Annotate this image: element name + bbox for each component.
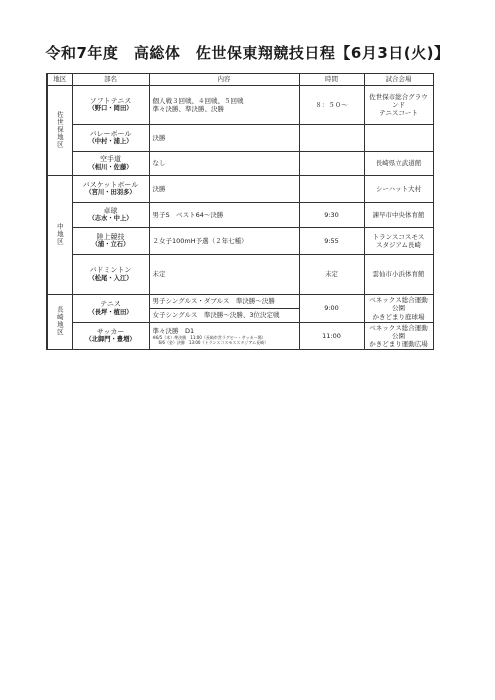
sport-name: バスケットボール xyxy=(82,180,139,189)
content-cell xyxy=(149,86,299,125)
region-sasebo xyxy=(47,86,72,176)
content-cell: 女子シングルス 準決勝～決勝、3位決定戦 xyxy=(149,309,299,323)
content-cell: 男子S ベスト64～決勝 xyxy=(149,203,299,228)
venue-line: かきどまり運動広場 xyxy=(369,340,428,349)
sport-name: 空手道 xyxy=(100,155,121,164)
sport-members: （野口・岡田） xyxy=(88,105,133,113)
content-cell: 男子シングルス・ダブルス 準決勝～決勝 xyxy=(149,295,299,309)
table-row xyxy=(47,203,433,228)
sport-cell xyxy=(72,323,149,350)
table-row xyxy=(47,86,433,125)
venue-cell xyxy=(364,228,433,255)
content-cell: 決勝 xyxy=(149,176,299,203)
table-row xyxy=(47,255,433,295)
region-nagasaki xyxy=(47,295,72,350)
time-cell: 11:00 xyxy=(299,323,364,350)
content-cell: 決勝 xyxy=(149,125,299,152)
time-cell: 未定 xyxy=(299,255,364,295)
sport-name: バレーボール xyxy=(89,129,132,138)
time-cell xyxy=(299,176,364,203)
table-row xyxy=(47,176,433,203)
sport-cell xyxy=(72,295,149,323)
sport-members: （中村・浦上） xyxy=(88,138,133,146)
region-chuo xyxy=(47,176,72,295)
venue-line: トランスコスモス xyxy=(372,232,425,241)
sport-name: テニス xyxy=(100,300,121,309)
sport-cell xyxy=(72,203,149,228)
sport-name: 陸上競技 xyxy=(96,232,125,241)
sport-cell xyxy=(72,86,149,125)
header-sport: 部名 xyxy=(72,74,149,86)
content-line: 個人戦３回戦、４回戦、５回戦 xyxy=(152,96,244,105)
venue-line: ベネックス総合運動公園 xyxy=(369,296,428,313)
sport-members: （北御門・豊増） xyxy=(85,336,136,344)
venue-cell: 雲仙市小浜体育館 xyxy=(364,255,433,295)
sport-cell xyxy=(72,228,149,255)
venue-line: テニスコート xyxy=(379,109,418,118)
sport-name: バドミントン xyxy=(89,266,132,275)
table-row xyxy=(47,295,433,309)
content-line: 準々決勝 D1 xyxy=(152,326,195,335)
time-cell: 9:55 xyxy=(299,228,364,255)
sport-name: ソフトテニス xyxy=(89,96,132,105)
region-label: 佐世保地区 xyxy=(55,110,64,149)
sport-members: （浦・立石） xyxy=(91,241,130,249)
time-cell: ８：５０～ xyxy=(299,86,364,125)
content-cell: ２女子100mH予選（２年七種） xyxy=(149,228,299,255)
header-region: 地区 xyxy=(47,74,72,86)
table-row xyxy=(47,323,433,350)
venue-cell: 長崎県立武道館 xyxy=(364,152,433,176)
sport-name: サッカー xyxy=(96,327,125,336)
venue-line: かきどまり庭球場 xyxy=(372,312,425,321)
region-label: 中地区 xyxy=(55,222,64,246)
venue-line: 佐世保市総合グラウンド xyxy=(369,92,428,109)
content-note: 6/6（金）決勝 13:00（トランスコスモススタジアム長崎） xyxy=(158,340,269,346)
content-line: 準々決勝、準決勝、決勝 xyxy=(152,105,224,113)
content-cell: 未定 xyxy=(149,255,299,295)
time-cell xyxy=(299,125,364,152)
venue-cell xyxy=(364,323,433,350)
region-label: 長崎地区 xyxy=(55,305,64,336)
venue-cell xyxy=(364,295,433,323)
venue-cell: 諫早市中央体育館 xyxy=(364,203,433,228)
header-row xyxy=(47,74,433,86)
content-cell: なし xyxy=(149,152,299,176)
content-note: ※6/5（木）準決勝 11:00（長崎市営ラグビー・サッカー場） xyxy=(152,334,266,340)
venue-cell: シーハット大村 xyxy=(364,176,433,203)
sport-name: 卓球 xyxy=(103,206,118,215)
header-venue: 試合会場 xyxy=(364,74,433,86)
table-row xyxy=(47,228,433,255)
sport-cell xyxy=(72,152,149,176)
venue-line: スタジアム長崎 xyxy=(375,241,422,249)
sport-cell xyxy=(72,125,149,152)
time-cell: 9:30 xyxy=(299,203,364,228)
sport-members: （松尾・入江） xyxy=(88,274,133,282)
sport-members: （長坪・植田） xyxy=(88,308,133,316)
venue-line: ベネックス総合運動公園 xyxy=(369,323,428,340)
sport-members: （志水・中上） xyxy=(88,215,133,223)
sport-members: （相川・佐藤） xyxy=(88,163,133,171)
sport-members: （宮川・田羽多） xyxy=(85,189,136,197)
time-cell xyxy=(299,152,364,176)
table-row xyxy=(47,152,433,176)
content-cell xyxy=(149,323,299,350)
schedule-table xyxy=(46,73,434,350)
page-title: 令和7年度 高総体 佐世保東翔競技日程【6月3日(火)】 xyxy=(45,44,450,62)
header-time: 時間 xyxy=(299,74,364,86)
header-content: 内容 xyxy=(149,74,299,86)
table-row xyxy=(47,125,433,152)
sport-cell xyxy=(72,176,149,203)
sport-cell xyxy=(72,255,149,295)
venue-cell xyxy=(364,86,433,125)
venue-cell xyxy=(364,125,433,152)
time-cell: 9:00 xyxy=(299,295,364,323)
